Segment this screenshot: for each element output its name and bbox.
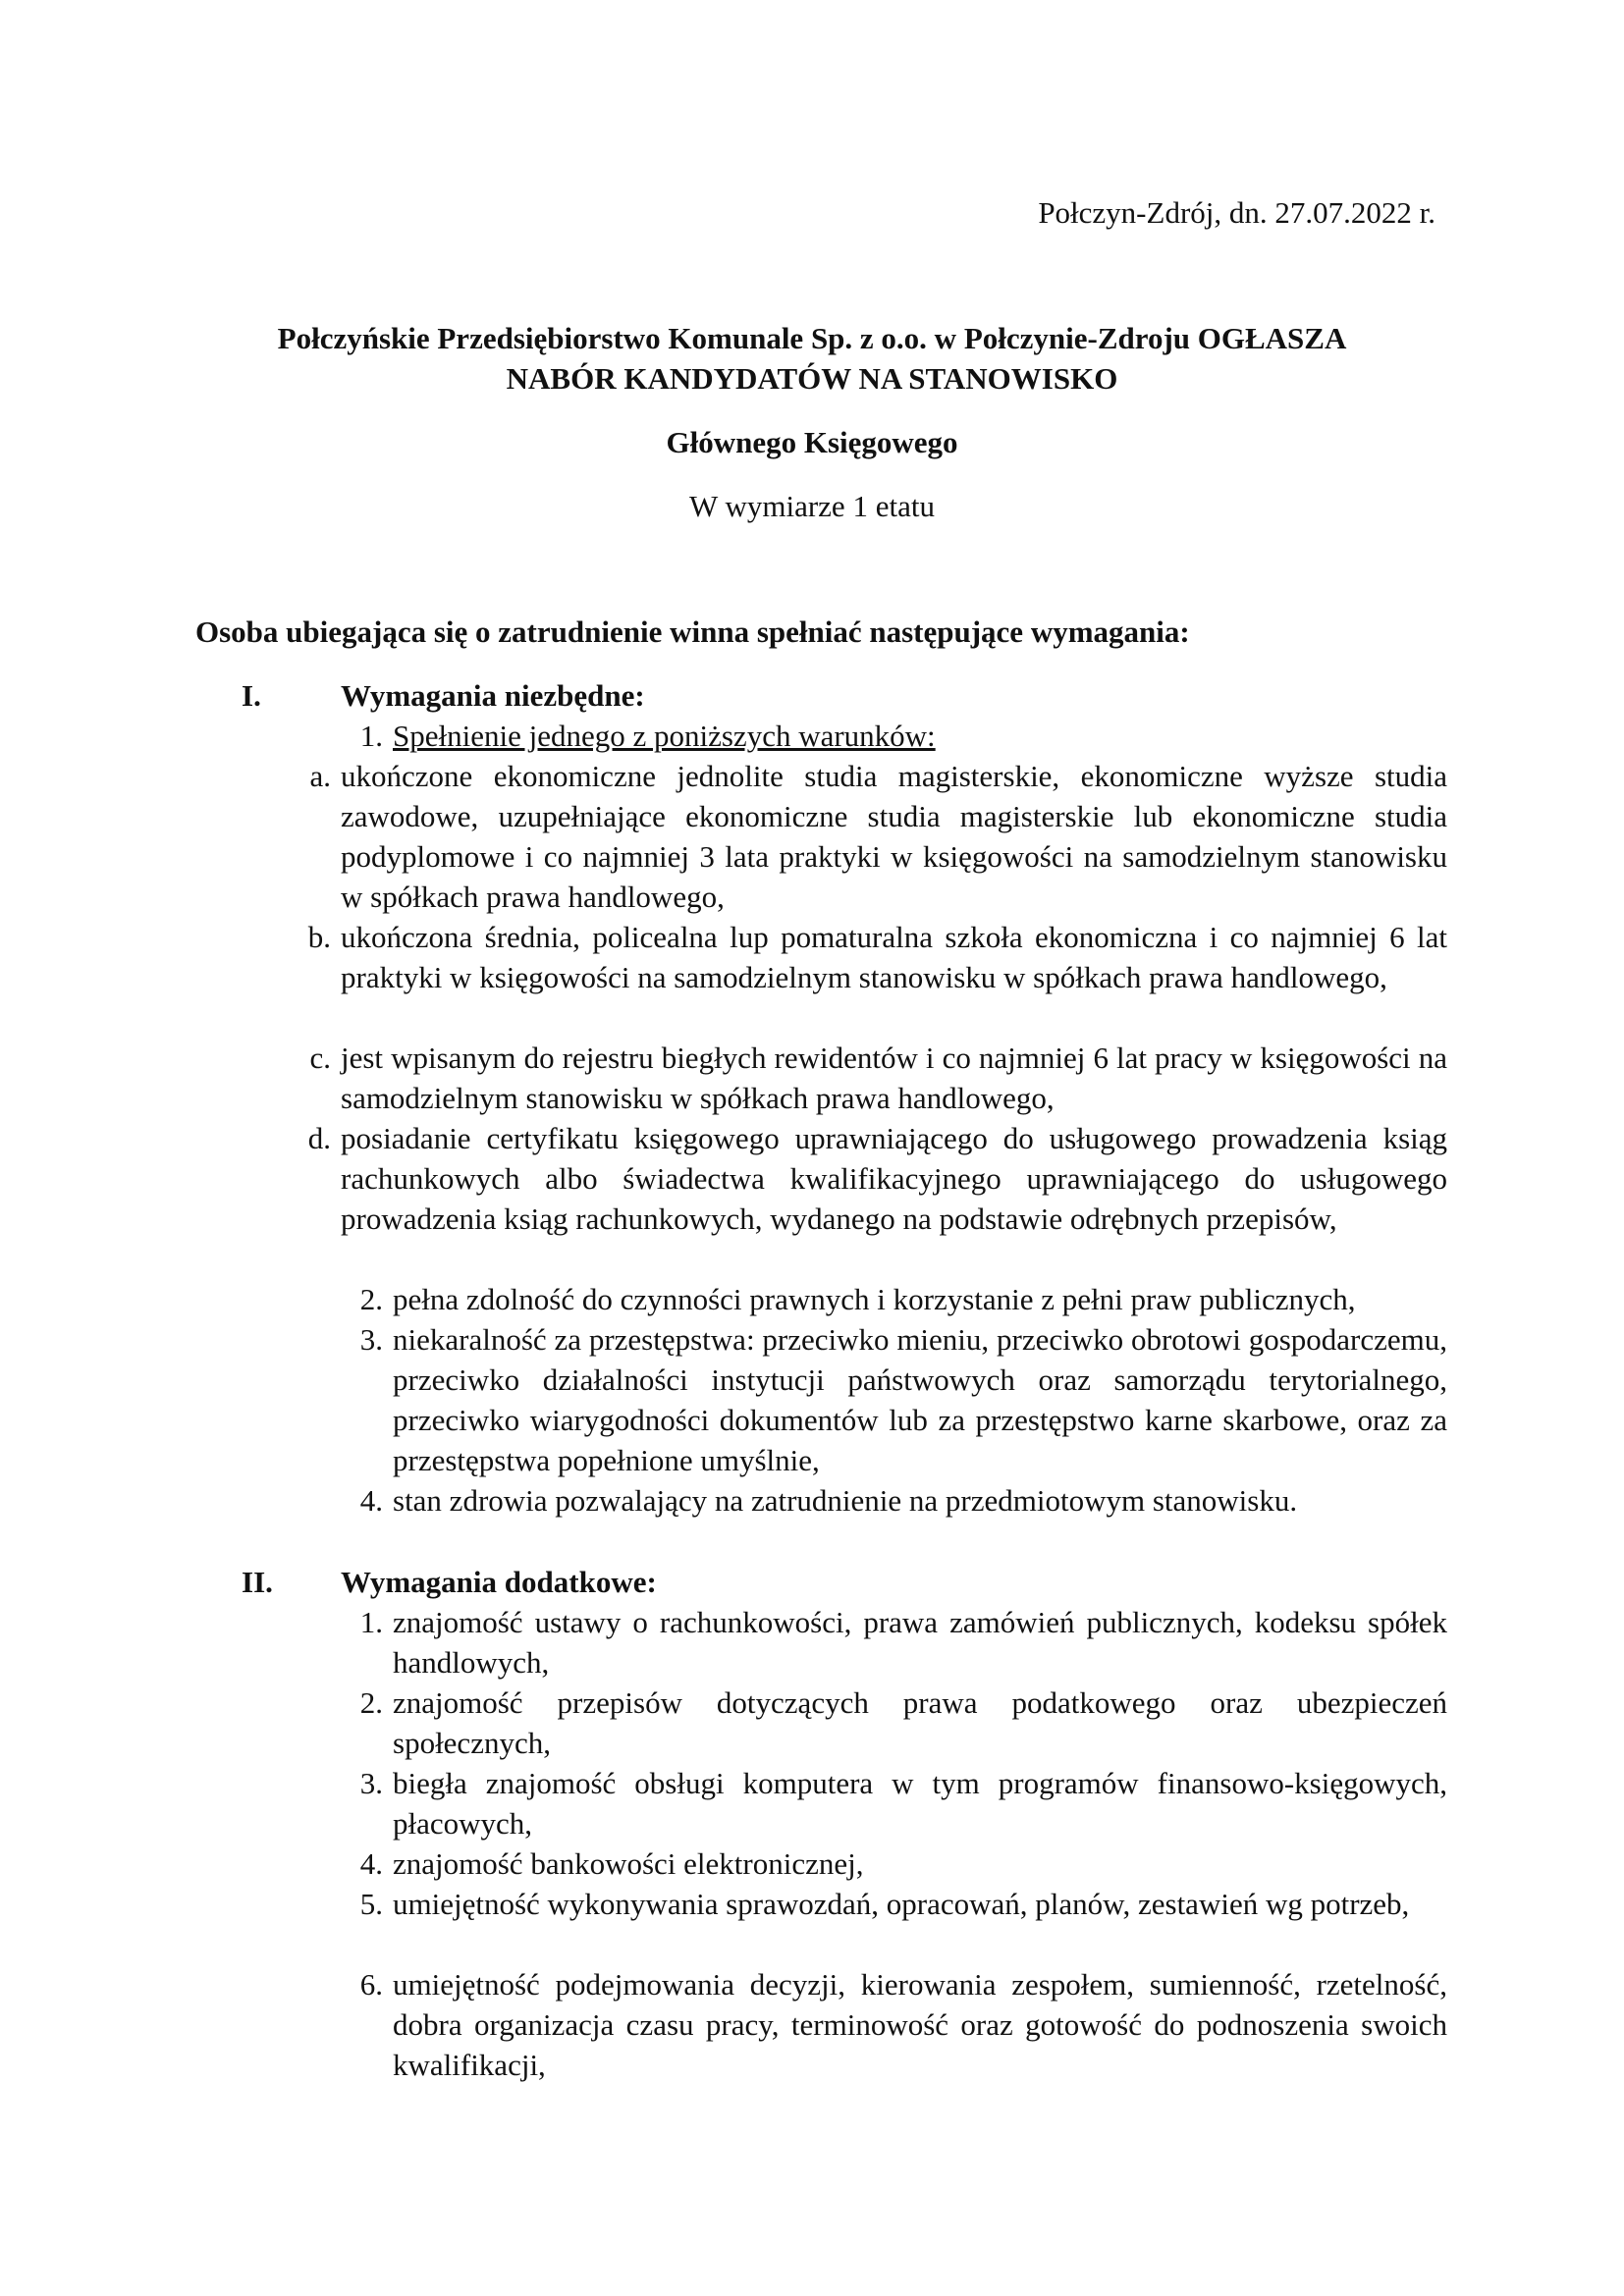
section-title: Wymagania niezbędne: bbox=[341, 678, 645, 713]
list-item-tax-law bbox=[359, 1682, 1447, 1763]
list-item-reports bbox=[359, 1884, 1447, 1924]
list-item-condition-d bbox=[307, 1118, 1447, 1239]
list-item-no-criminal-record bbox=[359, 1319, 1447, 1480]
section-roman-numeral: II. bbox=[242, 1565, 273, 1599]
list-marker: 5. bbox=[359, 1887, 383, 1921]
list-item-computer-skills bbox=[359, 1763, 1447, 1843]
list-item-text: ukończona średnia, policealna lup pomaturalna szkoła ekonomiczna i co najmniej 6 lat praktyki w księgowości na samodzielnym stanowisku w spółkach prawa handlowego, bbox=[341, 920, 1447, 994]
list-marker: 6. bbox=[359, 1967, 383, 2002]
list-item-text: stan zdrowia pozwalający na zatrudnienie na przedmiotowym stanowisku. bbox=[393, 1483, 1298, 1518]
list-marker: 2. bbox=[359, 1282, 383, 1316]
list-item-condition-a bbox=[309, 756, 1447, 917]
list-marker: 4. bbox=[359, 1846, 383, 1881]
list-item-accounting-law bbox=[359, 1602, 1447, 1682]
list-item-soft-skills bbox=[359, 1964, 1447, 2085]
list-item-condition-c bbox=[309, 1038, 1447, 1118]
list-item-health bbox=[359, 1480, 1447, 1521]
list-marker: b. bbox=[307, 920, 331, 954]
list-marker: 1. bbox=[359, 719, 383, 753]
list-marker: 1. bbox=[359, 1605, 383, 1639]
list-marker: a. bbox=[309, 759, 331, 793]
section-title: Wymagania dodatkowe: bbox=[341, 1565, 657, 1599]
position-name: Głównego Księgowego bbox=[666, 425, 958, 459]
list-item-legal-capacity bbox=[359, 1279, 1447, 1319]
list-item-text: pełna zdolność do czynności prawnych i korzystanie z pełni praw publicznych, bbox=[393, 1282, 1356, 1316]
list-marker: 2. bbox=[359, 1685, 383, 1720]
list-item-e-banking bbox=[359, 1843, 1447, 1884]
list-item-text: ukończone ekonomiczne jednolite studia magisterskie, ekonomiczne wyższe studia zawodowe, uzupełniające ekonomiczne studia magisterskie lub ekonomiczne studia podyplomowe i co najmniej 3 lata praktyki w księgowości na samodzielnym stanowisku w spółkach prawa handlowego, bbox=[341, 759, 1447, 914]
list-item-text: Spełnienie jednego z poniższych warunków: bbox=[393, 719, 936, 753]
date-line: Połczyn-Zdrój, dn. 27.07.2022 r. bbox=[1038, 195, 1435, 230]
list-item-text: znajomość bankowości elektronicznej, bbox=[393, 1846, 864, 1881]
list-item-text: jest wpisanym do rejestru biegłych rewidentów i co najmniej 6 lat pracy w księgowości na samodzielnym stanowisku w spółkach prawa handlowego, bbox=[341, 1041, 1447, 1115]
list-marker: d. bbox=[307, 1121, 331, 1155]
list-item-text: umiejętność wykonywania sprawozdań, opracowań, planów, zestawień wg potrzeb, bbox=[393, 1887, 1410, 1921]
requirements-intro: Osoba ubiegająca się o zatrudnienie winna spełniać następujące wymagania: bbox=[195, 614, 1190, 649]
list-item-text: posiadanie certyfikatu księgowego uprawniającego do usługowego prowadzenia ksiąg rachunkowych albo świadectwa kwalifikacyjnego uprawniającego do usługowego prowadzenia ksiąg rachunkowych, wydanego na podstawie odrębnych przepisów, bbox=[341, 1121, 1447, 1236]
list-item-text: niekaralność za przestępstwa: przeciwko mieniu, przeciwko obrotowi gospodarczemu, przeciwko działalności instytucji państwowych oraz samorządu terytorialnego, przeciwko wiarygodności dokumentów lub za przestępstwo karne skarbowe, oraz za przestępstwa popełnione umyślnie, bbox=[393, 1322, 1447, 1477]
title-line-1: Połczyńskie Przedsiębiorstwo Komunale Sp. z o.o. w Połczynie-Zdroju OGŁASZA bbox=[277, 321, 1347, 355]
list-item-text: umiejętność podejmowania decyzji, kierowania zespołem, sumienność, rzetelność, dobra organizacja czasu pracy, terminowość oraz gotowość do podnoszenia swoich kwalifikacji, bbox=[393, 1967, 1447, 2082]
section-roman-numeral: I. bbox=[242, 678, 261, 713]
list-item-condition-header bbox=[359, 716, 1447, 756]
title-line-2: NABÓR KANDYDATÓW NA STANOWISKO bbox=[506, 361, 1118, 396]
list-marker: 4. bbox=[359, 1483, 383, 1518]
list-item-text: biegła znajomość obsługi komputera w tym programów finansowo-księgowych, płacowych, bbox=[393, 1766, 1447, 1841]
list-item-condition-b bbox=[307, 917, 1447, 997]
employment-scope: W wymiarze 1 etatu bbox=[689, 489, 935, 523]
list-item-text: znajomość ustawy o rachunkowości, prawa zamówień publicznych, kodeksu spółek handlowych, bbox=[393, 1605, 1447, 1680]
list-item-text: znajomość przepisów dotyczących prawa podatkowego oraz ubezpieczeń społecznych, bbox=[393, 1685, 1447, 1760]
list-marker: 3. bbox=[359, 1766, 383, 1800]
list-marker: 3. bbox=[359, 1322, 383, 1357]
list-marker: c. bbox=[309, 1041, 331, 1075]
